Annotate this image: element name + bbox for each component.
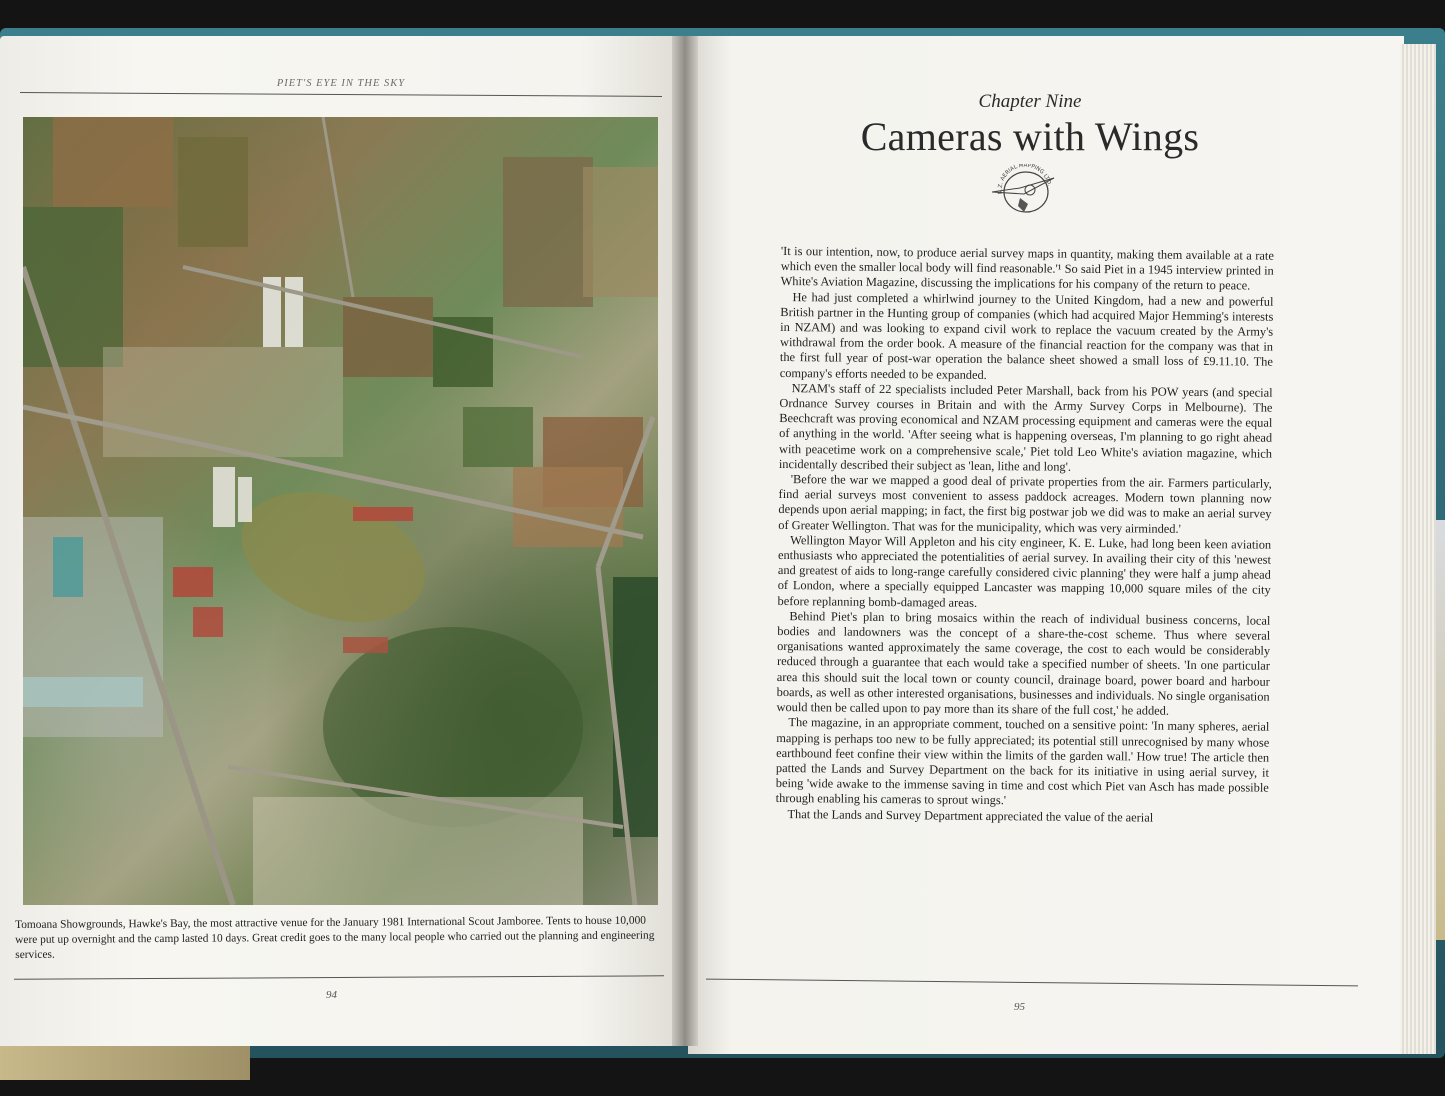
photo-caption: Tomoana Showgrounds, Hawke's Bay, the most attractive venue for the January 1981 International Scout Jamboree. Tents to house 10,000 were put up overnight and the camp lasted 10 days. Great credit goes to the many local people who carried out the planning and engineering services. bbox=[15, 914, 655, 961]
page-number-right: 95 bbox=[1014, 1001, 1025, 1013]
page-number-left: 94 bbox=[326, 989, 337, 1001]
running-head: PIET'S EYE IN THE SKY bbox=[276, 78, 406, 89]
aerial-photo-drawing bbox=[23, 117, 658, 905]
chapter-title: Cameras with Wings bbox=[860, 114, 1200, 159]
body-paragraph: Wellington Mayor Will Appleton and his city engineer, K. E. Luke, had long been keen aviation enthusiasts who appreciated the potentialities of aerial survey. In availing their city of this 'newest and greatest of aids to long-range carefully considered civic planning' they were half a jump ahead of London, where a specially equipped Lancaster was mapping 10,000 square miles of the city before replanning bomb-damaged areas. bbox=[777, 532, 1272, 610]
svg-text:N.Z. AERIAL MAPPING LTD.: N.Z. AERIAL MAPPING LTD. bbox=[997, 164, 1052, 195]
body-paragraph: 'It is our intention, now, to produce aerial survey maps in quantity, making them available at a rate which even the smaller local body will find reasonable.'¹ So said Piet in a 1945 interview printed in White's Aviation Magazine, discussing the implications for his company of the return to peace. bbox=[780, 244, 1274, 293]
underlying-book bbox=[0, 1040, 250, 1080]
body-paragraph: The magazine, in an appropriate comment, touched on a sensitive point: 'In many spheres, aerial mapping is perhaps too new to be fully appreciated; its potential still unrecognised by many whose earthbound feet confine their view within the limits of the garden wall.' How true! The article then patted the Lands and Survey Department on the back for its initiative in using aerial survey, it being 'wide awake to the immense saving in time and cost which Piet van Asch has made possible through enabling his cameras to sprout wings.' bbox=[775, 715, 1270, 808]
aerial-photograph bbox=[23, 117, 658, 905]
body-paragraph: 'Before the war we mapped a good deal of private properties from the air. Farmers particularly, find aerial surveys most convenient to assess paddock acreages. Modern town planning now depends upon aerial mapping; in fact, the first big postwar job we did was to make an aerial survey of Greater Wellington. That was for the municipality, which was very airminded.' bbox=[778, 472, 1272, 536]
chapter-label: Chapter Nine bbox=[978, 91, 1082, 112]
body-paragraph: NZAM's staff of 22 specialists included Peter Marshall, back from his POW years (and special Ordnance Survey courses in Britain and with the Army Survey Corps in Melbourne). The Beechcraft was proving economical and NZAM processing equipment and cameras were the equal of anything in the world. 'After seeing what is happening overseas, I'm planning to go right ahead with peacetime work on a comprehensive scale,' Piet told Leo White's aviation magazine, which incidentally described their subject as 'lean, lithe and long'. bbox=[778, 380, 1273, 474]
chapter-body-text bbox=[775, 244, 1274, 826]
page-stack-edge bbox=[1400, 44, 1436, 1054]
nz-aerial-mapping-logo bbox=[990, 164, 1056, 216]
body-paragraph: He had just completed a whirlwind journey to the United Kingdom, had a new and powerful British partner in the Hunting group of companies (which had acquired Major Hemming's interests in NZAM) and was looking to expand civil work to replace the vacuum created by the Army's withdrawal from the order book. A measure of the financial reaction for the company was that in the first full year of post-war operation the balance sheet showed a small loss of £9.11.10. The company's efforts needed to be expanded. bbox=[779, 289, 1274, 382]
body-paragraph: Behind Piet's plan to bring mosaics within the reach of individual business concerns, local bodies and landowners was the concept of a share-the-cost scheme. Thus where several organisations wanted approximately the same coverage, the cost to each would be considerably reduced through a guarantee that each would take a specified number of sheets. 'In one particular area this should suit the local town or county council, drainage board, power board and harbour boards, as well as other interested organisations, businesses and individuals. No single organisation would then be called upon to pay more than its share of the full cost,' he added. bbox=[776, 608, 1271, 718]
book-gutter bbox=[672, 36, 698, 1046]
body-paragraph: That the Lands and Survey Department appreciated the value of the aerial bbox=[787, 806, 1154, 825]
